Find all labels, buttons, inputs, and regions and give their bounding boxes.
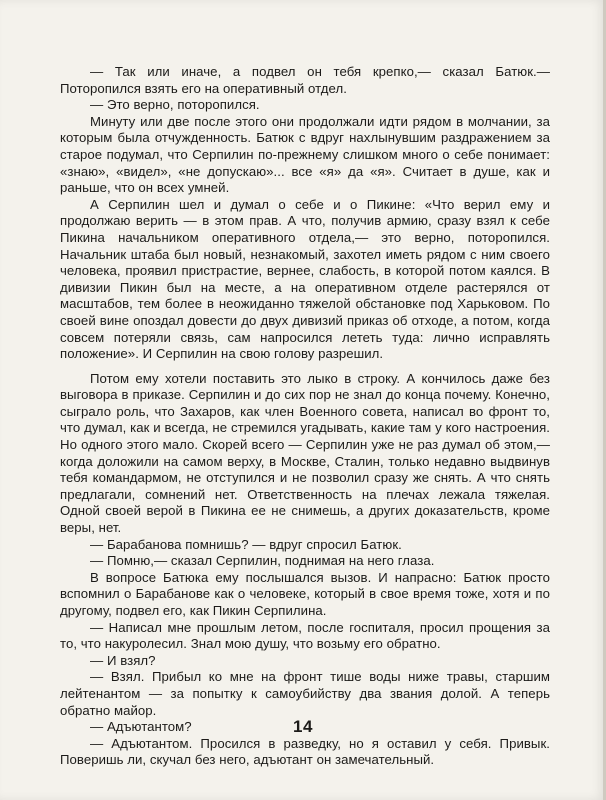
body-text — [60, 64, 550, 769]
paragraph: — Взял. Прибыл ко мне на фронт тише воды ниже травы, старшим лейтенантом — за попытку к самоубийству два звания долой. А теперь обратно майор. — [60, 669, 550, 718]
paragraph: Минуту или две после этого они продолжали идти рядом в молчании, за которым была отчужденность. Батюк с вдруг нахлынувшим раздражением за старое подумал, что Серпилин по-прежнему слишком много о себе понимает: «знаю», «видел», «не допускаю»... все «я» да «я». Считает в душе, как и раньше, что он всех умней. — [60, 113, 550, 196]
page-number: 14 — [293, 717, 313, 736]
paragraph: — И взял? — [90, 652, 156, 668]
paragraph: — Адъютантом. Просился в разведку, но я оставил у себя. Привык. Поверишь ли, скучал без него, адъютант он замечательный. — [60, 735, 550, 768]
paragraph: — Адъютантом? — [90, 719, 192, 735]
section-gap — [60, 363, 550, 371]
paragraph: Потом ему хотели поставить это лыко в строку. А кончилось даже без выговора в приказе. Серпилин и до сих пор не знал до конца почему. Конечно, сыграло роль, что Захаров, как член Военного совета, написал во фронт то, что думал, как и всегда, не стремился угадывать, какие там у кого настроения. Но одного этого мало. Скорей всего — Серпилин уже не раз думал об этом,— когда доложили на самом верху, в Москве, Сталин, только недавно выдвинув тебя командармом, не отступился и не позволил сразу же снять. А что снять предлагали, сомнений нет. Ответственность на плечах лежала тяжелая. Одной своей верой в Пикина ее не снимешь, а других доказательств, кроме веры, нет. — [60, 370, 550, 536]
paragraph: — Это верно, поторопился. — [90, 97, 260, 113]
paragraph: — Так или иначе, а подвел он тебя крепко,— сказал Батюк.— Поторопился взять его на оперативный отдел. — [60, 64, 550, 96]
paragraph: — Помню,— сказал Серпилин, поднимая на него глаза. — [90, 553, 435, 569]
paragraph: — Барабанова помнишь? — вдруг спросил Батюк. — [90, 536, 402, 552]
paragraph: В вопросе Батюка ему послышался вызов. И напрасно: Батюк просто вспомнил о Барабанове как о человеке, который в свое время тоже, хотя и по другому, подвел его, как Пикин Серпилина. — [60, 569, 550, 618]
paragraph: А Серпилин шел и думал о себе и о Пикине: «Что верил ему и продолжаю верить — в этом прав. А что, получив армию, сразу взял к себе Пикина начальником оперативного отдела,— это верно, поторопился. Начальник штаба был новый, незнакомый, захотел иметь рядом с ним своего человека, проявил пристрастие, вернее, слабость, в которой потом каялся. В дивизии Пикин был на месте, а на оперативном отделе растерялся от масштабов, тем более в неожиданно тяжелой обстановке под Харьковом. По своей вине опоздал довести до двух дивизий приказ об отходе, а потом, когда совсем потеряли связь, сам напросился лететь туда: лично исправлять положение». И Серпилин на свою голову разрешил. — [60, 196, 550, 362]
paragraph: — Написал мне прошлым летом, после госпиталя, просил прощения за то, что накуролесил. Знал мою душу, что возьму его обратно. — [60, 619, 550, 652]
